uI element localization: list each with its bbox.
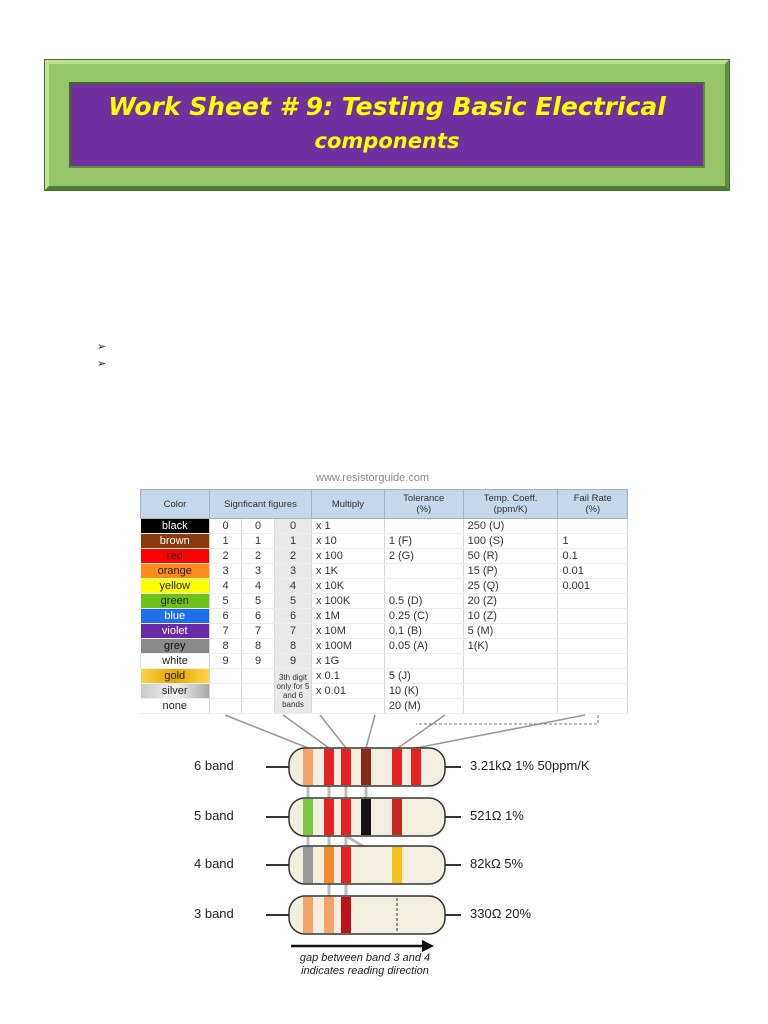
header-tolerance-text: Tolerance (%): [403, 493, 445, 515]
multiplier: x 0.1: [312, 669, 385, 684]
color-swatch: grey: [141, 639, 210, 654]
tolerance: 1 (F): [384, 534, 463, 549]
figure-3: 4: [275, 579, 312, 594]
color-band: [303, 799, 313, 835]
color-band: [392, 847, 402, 883]
pointer-line: [416, 715, 585, 748]
figure-2: 8: [242, 639, 275, 654]
multiplier: x 10M: [312, 624, 385, 639]
header-multiply: Multiply: [312, 490, 385, 519]
resistor-value-label: 330Ω 20%: [470, 906, 532, 921]
bullet-arrow-2: ➢: [97, 357, 107, 370]
figure-2: 1: [242, 534, 275, 549]
tolerance: 2 (G): [384, 549, 463, 564]
color-swatch: none: [141, 699, 210, 714]
title-line-1: Work Sheet # 9: Testing Basic Electrical: [108, 92, 666, 121]
header-significant-figures: Signficant figures: [210, 490, 312, 519]
fail-rate: 1: [558, 534, 628, 549]
tolerance: 10 (K): [384, 684, 463, 699]
temp-coeff: 250 (U): [463, 519, 558, 534]
color-band: [303, 897, 313, 933]
figure-1: 7: [210, 624, 242, 639]
third-digit-note: 3th digit only for 5 and 6 bands: [275, 669, 312, 714]
band-count-label: 6 band: [194, 758, 234, 773]
resistor-value-label: 521Ω 1%: [470, 808, 524, 823]
figure-1: 9: [210, 654, 242, 669]
temp-coeff: 25 (Q): [463, 579, 558, 594]
color-swatch: red: [141, 549, 210, 564]
color-swatch: black: [141, 519, 210, 534]
title-line-2: components: [314, 129, 460, 153]
multiplier: x 100: [312, 549, 385, 564]
figure-3: 6: [275, 609, 312, 624]
figure-3: 8: [275, 639, 312, 654]
header-fail-rate-text: Fail Rate (%): [573, 493, 612, 515]
figure-2: 4: [242, 579, 275, 594]
figure-3: 5: [275, 594, 312, 609]
figure-2: 6: [242, 609, 275, 624]
pointer-line: [366, 715, 375, 748]
pointer-line: [320, 715, 346, 748]
figure-1: 8: [210, 639, 242, 654]
color-band: [341, 847, 351, 883]
temp-coeff: 5 (M): [463, 624, 558, 639]
figure-2: 3: [242, 564, 275, 579]
multiplier: x 1M: [312, 609, 385, 624]
color-band: [324, 847, 334, 883]
resistor-3: [266, 846, 461, 884]
color-band: [411, 749, 421, 785]
tolerance: 0.05 (A): [384, 639, 463, 654]
color-band: [341, 897, 351, 933]
band-count-label: 4 band: [194, 856, 234, 871]
color-band: [361, 799, 371, 835]
figure-2: 7: [242, 624, 275, 639]
color-band: [324, 897, 334, 933]
band-count-label: 5 band: [194, 808, 234, 823]
figure-2: 5: [242, 594, 275, 609]
color-swatch: orange: [141, 564, 210, 579]
color-band: [341, 799, 351, 835]
color-band: [324, 799, 334, 835]
color-band: [341, 749, 351, 785]
figure-2: 9: [242, 654, 275, 669]
figure-3: 7: [275, 624, 312, 639]
color-swatch: blue: [141, 609, 210, 624]
color-swatch: violet: [141, 624, 210, 639]
color-swatch: brown: [141, 534, 210, 549]
figure-source-url: www.resistorguide.com: [316, 472, 430, 484]
color-swatch: white: [141, 654, 210, 669]
resistor-1: [266, 748, 461, 786]
temp-coeff: 15 (P): [463, 564, 558, 579]
figure-3: 1: [275, 534, 312, 549]
color-band: [303, 847, 313, 883]
color-swatch: green: [141, 594, 210, 609]
color-band: [392, 749, 402, 785]
figure-3: 0: [275, 519, 312, 534]
figure-3: 9: [275, 654, 312, 669]
color-swatch: yellow: [141, 579, 210, 594]
color-band: [324, 749, 334, 785]
temp-coeff: 10 (Z): [463, 609, 558, 624]
multiplier: x 10: [312, 534, 385, 549]
tolerance: 20 (M): [384, 699, 463, 714]
multiplier: x 1K: [312, 564, 385, 579]
fail-rate: 0.001: [558, 579, 628, 594]
figure-1: 5: [210, 594, 242, 609]
figure-3: 3: [275, 564, 312, 579]
figure-1: 0: [210, 519, 242, 534]
arrow-head-icon: [422, 940, 434, 952]
header-temp-coeff-text: Temp. Coeff. (ppm/K): [483, 493, 538, 515]
fail-rate: 0.01: [558, 564, 628, 579]
header-color: Color: [141, 490, 210, 519]
figure-3: 2: [275, 549, 312, 564]
bullet-arrow-1: ➢: [97, 340, 107, 353]
temp-coeff: 20 (Z): [463, 594, 558, 609]
figure-2: 0: [242, 519, 275, 534]
color-swatch: gold: [141, 669, 210, 684]
resistor-2: [266, 798, 461, 836]
figure-1: 6: [210, 609, 242, 624]
tolerance: 0.5 (D): [384, 594, 463, 609]
multiplier: x 100K: [312, 594, 385, 609]
pointer-line: [283, 715, 329, 748]
multiplier: x 1G: [312, 654, 385, 669]
color-band: [392, 799, 402, 835]
color-band: [303, 749, 313, 785]
figure-1: 4: [210, 579, 242, 594]
pointer-line: [225, 715, 308, 748]
fail-rate: 0.1: [558, 549, 628, 564]
color-band: [361, 749, 371, 785]
multiplier: x 0.01: [312, 684, 385, 699]
figure-2: 2: [242, 549, 275, 564]
resistor-value-label: 3.21kΩ 1% 50ppm/K: [470, 758, 590, 773]
multiplier: x 100M: [312, 639, 385, 654]
reading-direction-note: gap between band 3 and 4 indicates reading direction: [299, 952, 431, 977]
figure-1: 1: [210, 534, 242, 549]
multiplier: x 1: [312, 519, 385, 534]
temp-coeff: 100 (S): [463, 534, 558, 549]
color-swatch: silver: [141, 684, 210, 699]
multiplier: x 10K: [312, 579, 385, 594]
tolerance: 0.25 (C): [384, 609, 463, 624]
resistor-4: [266, 896, 461, 934]
band-count-label: 3 band: [194, 906, 234, 921]
temp-coeff: 50 (R): [463, 549, 558, 564]
resistor-value-label: 82kΩ 5%: [470, 856, 524, 871]
temp-coeff: 1(K): [463, 639, 558, 654]
figure-1: 2: [210, 549, 242, 564]
tolerance: 0.1 (B): [384, 624, 463, 639]
tolerance: 5 (J): [384, 669, 463, 684]
figure-1: 3: [210, 564, 242, 579]
